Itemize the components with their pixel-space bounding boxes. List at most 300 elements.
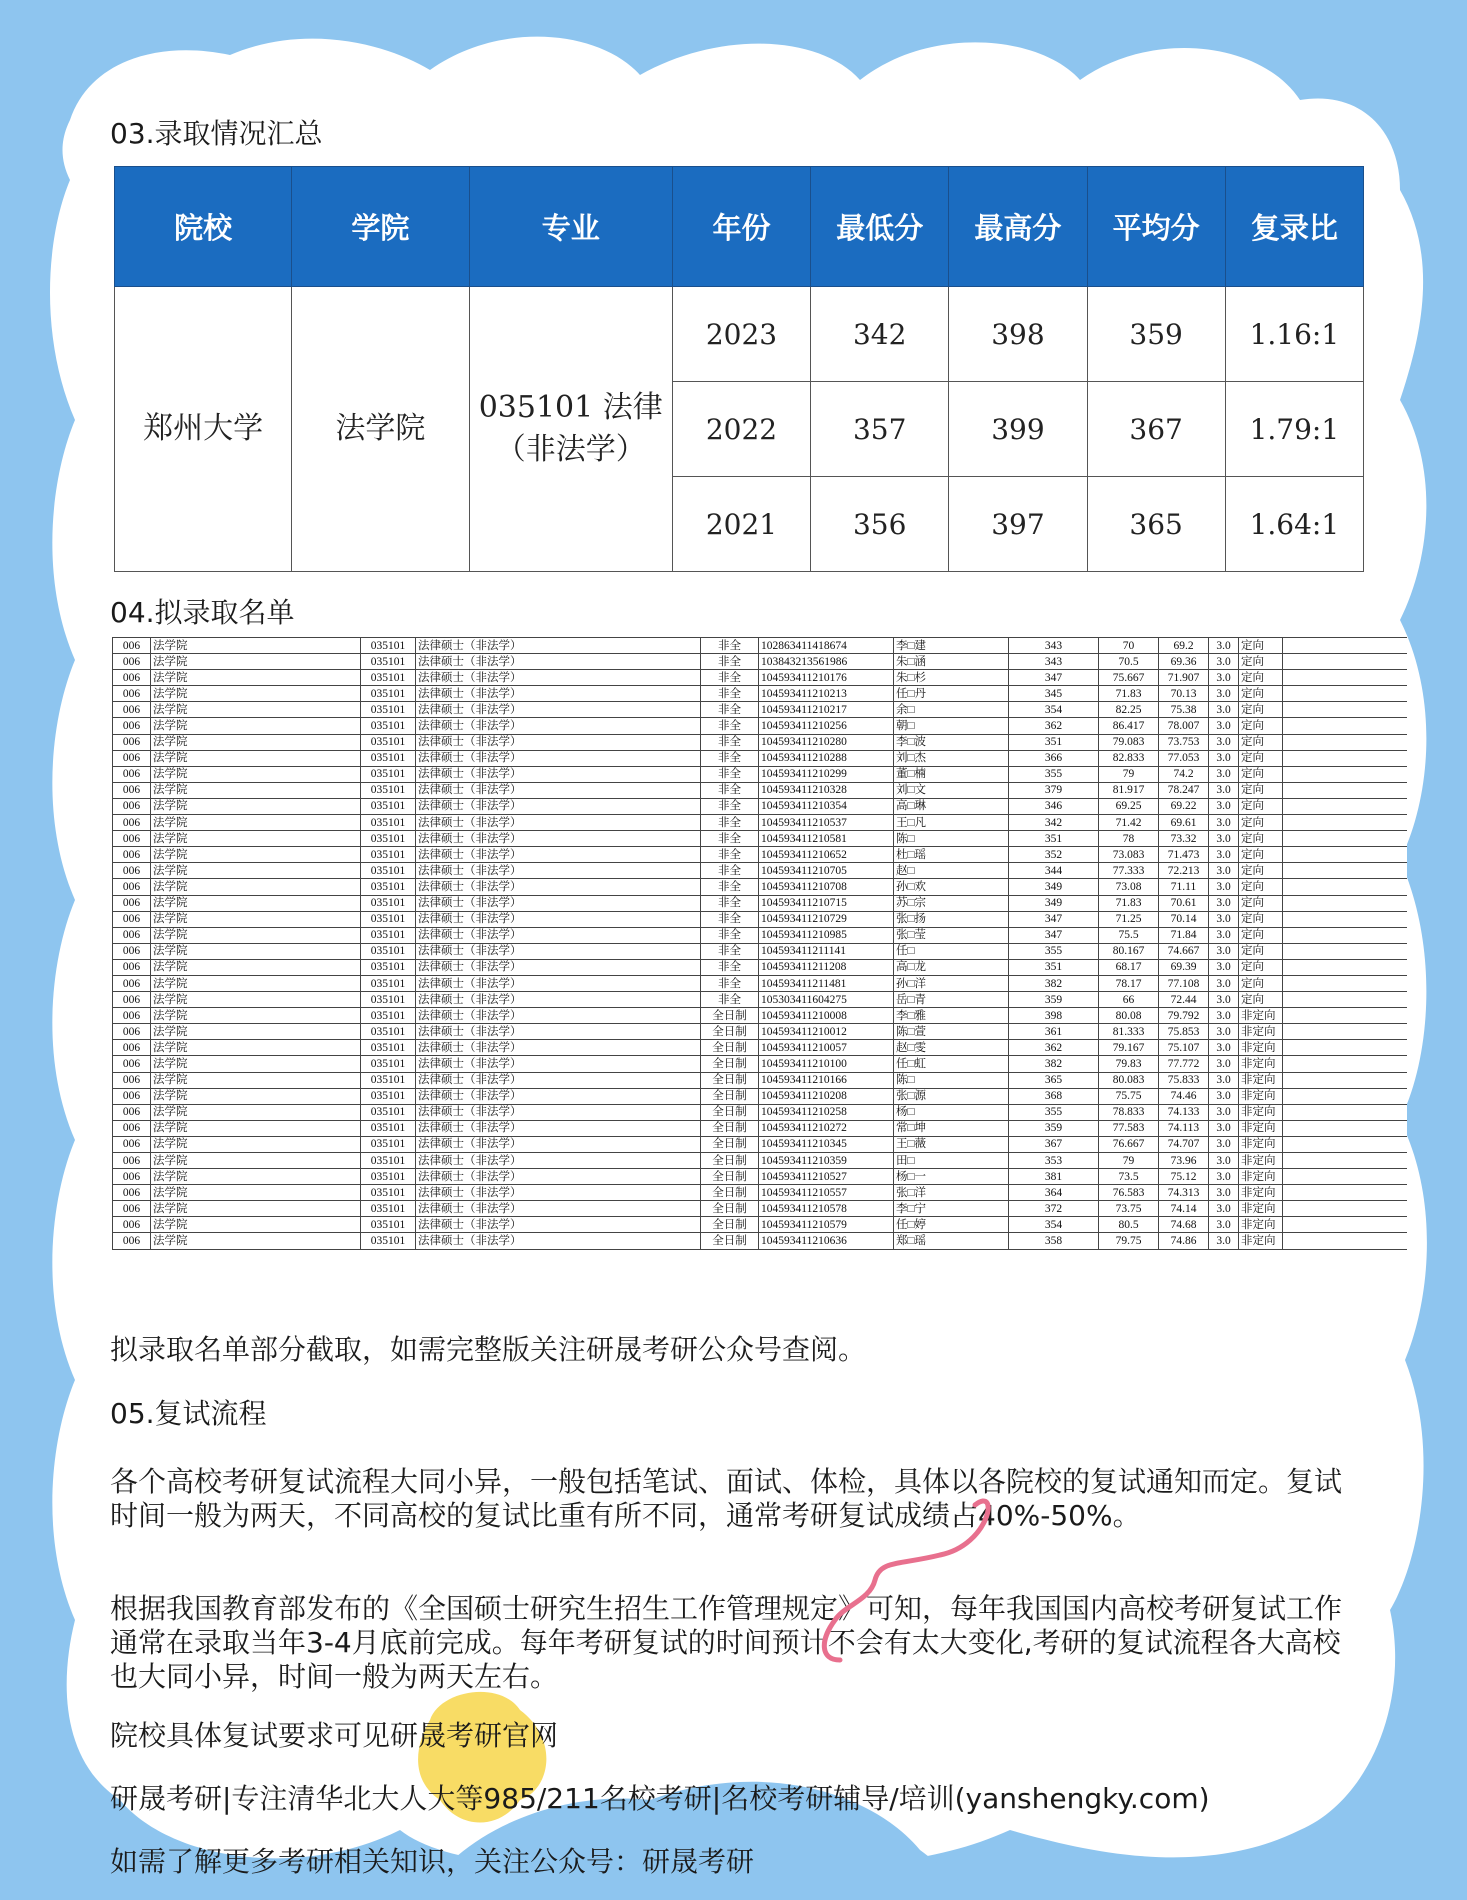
list-cell: 80.5 — [1099, 1217, 1159, 1233]
list-cell: 非定向 — [1239, 1169, 1283, 1185]
list-cell: 035101 — [361, 863, 416, 879]
list-cell: 73.753 — [1159, 734, 1209, 750]
process-paragraph-1: 各个高校考研复试流程大同小异，一般包括笔试、面试、体检，具体以各院校的复试通知而定。复试时间一般为两天，不同高校的复试比重有所不同，通常考研复试成绩占40%-50%。 — [110, 1465, 1343, 1532]
process-paragraph-2: 根据我国教育部发布的《全国硕士研究生招生工作管理规定》可知，每年我国国内高校考研复试工作通常在录取当年3-4月底前完成。每年考研复试的时间预计不会有太大变化,考研的复试流程各大高校也大同小异，时间一般为两天左右。 — [110, 1592, 1343, 1693]
list-cell: 法律硕士（非法学） — [416, 782, 701, 798]
list-cell: 006 — [113, 1120, 151, 1136]
list-row — [113, 766, 1408, 782]
list-cell: 定向 — [1239, 975, 1283, 991]
list-cell: 035101 — [361, 975, 416, 991]
list-cell: 006 — [113, 1233, 151, 1249]
list-cell: 3.0 — [1209, 670, 1239, 686]
list-cell: 3.0 — [1209, 1104, 1239, 1120]
list-cell: 法律硕士（非法学） — [416, 670, 701, 686]
list-cell: 全日制 — [701, 1088, 759, 1104]
list-cell: 法学院 — [151, 1040, 361, 1056]
list-cell: 035101 — [361, 1104, 416, 1120]
list-cell: 362 — [1009, 718, 1099, 734]
list-cell: 71.42 — [1099, 815, 1159, 831]
list-cell: 法律硕士（非法学） — [416, 831, 701, 847]
list-cell: 104593411210985 — [759, 927, 894, 943]
list-cell: 王□凡 — [894, 815, 1009, 831]
list-cell: 77.333 — [1099, 863, 1159, 879]
list-row — [113, 895, 1408, 911]
list-cell: 李□建 — [894, 638, 1009, 654]
list-row — [113, 702, 1408, 718]
list-cell: 3.0 — [1209, 686, 1239, 702]
list-cell: 法学院 — [151, 798, 361, 814]
list-empty-cell — [1283, 1233, 1408, 1249]
list-cell: 80.08 — [1099, 1008, 1159, 1024]
list-cell: 006 — [113, 879, 151, 895]
list-cell: 非全 — [701, 863, 759, 879]
list-cell: 法学院 — [151, 927, 361, 943]
list-cell: 非全 — [701, 815, 759, 831]
list-cell: 非定向 — [1239, 1072, 1283, 1088]
list-empty-cell — [1283, 702, 1408, 718]
list-cell: 非全 — [701, 895, 759, 911]
list-cell: 法学院 — [151, 992, 361, 1008]
list-cell: 定向 — [1239, 863, 1283, 879]
list-cell: 法学院 — [151, 959, 361, 975]
list-cell: 351 — [1009, 831, 1099, 847]
list-cell: 006 — [113, 927, 151, 943]
list-cell: 法律硕士（非法学） — [416, 815, 701, 831]
list-cell: 3.0 — [1209, 959, 1239, 975]
list-row — [113, 1072, 1408, 1088]
list-empty-cell — [1283, 815, 1408, 831]
list-cell: 3.0 — [1209, 1008, 1239, 1024]
list-cell: 035101 — [361, 686, 416, 702]
list-empty-cell — [1283, 975, 1408, 991]
list-row — [113, 1008, 1408, 1024]
list-cell: 75.5 — [1099, 927, 1159, 943]
avg-score-cell: 367 — [1087, 382, 1225, 477]
list-cell: 71.907 — [1159, 670, 1209, 686]
list-row — [113, 1217, 1408, 1233]
list-cell: 74.113 — [1159, 1120, 1209, 1136]
list-cell: 71.11 — [1159, 879, 1209, 895]
list-cell: 法律硕士（非法学） — [416, 1024, 701, 1040]
list-cell: 法律硕士（非法学） — [416, 959, 701, 975]
list-cell: 法学院 — [151, 1120, 361, 1136]
list-cell: 035101 — [361, 815, 416, 831]
list-empty-cell — [1283, 1153, 1408, 1169]
list-cell: 法律硕士（非法学） — [416, 734, 701, 750]
list-empty-cell — [1283, 1201, 1408, 1217]
list-cell: 朱□杉 — [894, 670, 1009, 686]
list-row — [113, 1088, 1408, 1104]
list-cell: 定向 — [1239, 638, 1283, 654]
list-cell: 刘□杰 — [894, 750, 1009, 766]
year-cell: 2023 — [672, 287, 810, 382]
list-cell: 3.0 — [1209, 750, 1239, 766]
list-cell: 349 — [1009, 895, 1099, 911]
list-cell: 全日制 — [701, 1169, 759, 1185]
list-cell: 非定向 — [1239, 1217, 1283, 1233]
list-cell: 006 — [113, 1153, 151, 1169]
section-03-title: 03.录取情况汇总 — [110, 117, 323, 150]
list-row — [113, 879, 1408, 895]
year-cell: 2021 — [672, 477, 810, 572]
list-cell: 任□ — [894, 943, 1009, 959]
list-cell: 非全 — [701, 927, 759, 943]
list-cell: 104593411210258 — [759, 1104, 894, 1120]
list-cell: 79.75 — [1099, 1233, 1159, 1249]
list-cell: 372 — [1009, 1201, 1099, 1217]
avg-score-cell: 365 — [1087, 477, 1225, 572]
list-cell: 035101 — [361, 1008, 416, 1024]
list-cell: 69.22 — [1159, 798, 1209, 814]
list-cell: 75.75 — [1099, 1088, 1159, 1104]
list-cell: 全日制 — [701, 1136, 759, 1152]
list-cell: 82.833 — [1099, 750, 1159, 766]
list-empty-cell — [1283, 927, 1408, 943]
list-cell: 非全 — [701, 702, 759, 718]
list-cell: 104593411210708 — [759, 879, 894, 895]
admission-summary-table — [114, 166, 1364, 572]
list-cell: 74.313 — [1159, 1185, 1209, 1201]
list-cell: 非定向 — [1239, 1120, 1283, 1136]
list-cell: 006 — [113, 1072, 151, 1088]
list-cell: 法学院 — [151, 750, 361, 766]
list-cell: 定向 — [1239, 847, 1283, 863]
list-row — [113, 1201, 1408, 1217]
list-cell: 73.083 — [1099, 847, 1159, 863]
list-cell: 全日制 — [701, 1233, 759, 1249]
list-row — [113, 734, 1408, 750]
list-cell: 法律硕士（非法学） — [416, 1008, 701, 1024]
list-row — [113, 654, 1408, 670]
list-cell: 定向 — [1239, 798, 1283, 814]
official-site-line: 院校具体复试要求可见研晟考研官网 — [110, 1719, 559, 1752]
list-cell: 高□琳 — [894, 798, 1009, 814]
list-cell: 3.0 — [1209, 1056, 1239, 1072]
list-cell: 法律硕士（非法学） — [416, 975, 701, 991]
list-cell: 70.5 — [1099, 654, 1159, 670]
list-cell: 李□宁 — [894, 1201, 1009, 1217]
list-cell: 3.0 — [1209, 1136, 1239, 1152]
list-cell: 法律硕士（非法学） — [416, 1153, 701, 1169]
list-cell: 陈□ — [894, 831, 1009, 847]
list-cell: 70 — [1099, 638, 1159, 654]
section-04-title: 04.拟录取名单 — [110, 596, 295, 629]
list-cell: 全日制 — [701, 1201, 759, 1217]
list-cell: 法学院 — [151, 718, 361, 734]
list-cell: 035101 — [361, 1185, 416, 1201]
list-cell: 347 — [1009, 911, 1099, 927]
list-empty-cell — [1283, 766, 1408, 782]
list-cell: 006 — [113, 831, 151, 847]
header-school: 院校 — [115, 167, 292, 287]
list-cell: 104593411210299 — [759, 766, 894, 782]
list-cell: 全日制 — [701, 1120, 759, 1136]
list-cell: 法学院 — [151, 1088, 361, 1104]
list-cell: 全日制 — [701, 1104, 759, 1120]
list-cell: 035101 — [361, 702, 416, 718]
list-cell: 035101 — [361, 959, 416, 975]
list-cell: 035101 — [361, 798, 416, 814]
list-cell: 朝□ — [894, 718, 1009, 734]
list-cell: 035101 — [361, 992, 416, 1008]
list-row — [113, 1136, 1408, 1152]
list-cell: 朱□涵 — [894, 654, 1009, 670]
list-empty-cell — [1283, 782, 1408, 798]
list-row — [113, 1185, 1408, 1201]
list-cell: 法学院 — [151, 686, 361, 702]
list-cell: 104593411210256 — [759, 718, 894, 734]
list-cell: 006 — [113, 670, 151, 686]
list-cell: 75.853 — [1159, 1024, 1209, 1040]
list-cell: 3.0 — [1209, 831, 1239, 847]
list-cell: 法律硕士（非法学） — [416, 750, 701, 766]
list-cell: 非定向 — [1239, 1233, 1283, 1249]
list-cell: 86.417 — [1099, 718, 1159, 734]
list-cell: 359 — [1009, 992, 1099, 1008]
summary-header-row — [115, 167, 1364, 287]
list-cell: 102863411418674 — [759, 638, 894, 654]
list-cell: 104593411210579 — [759, 1217, 894, 1233]
list-cell: 非全 — [701, 766, 759, 782]
list-cell: 104593411210705 — [759, 863, 894, 879]
list-cell: 全日制 — [701, 1040, 759, 1056]
list-cell: 定向 — [1239, 992, 1283, 1008]
list-cell: 104593411210012 — [759, 1024, 894, 1040]
list-empty-cell — [1283, 1104, 1408, 1120]
list-cell: 362 — [1009, 1040, 1099, 1056]
list-cell: 006 — [113, 895, 151, 911]
list-cell: 定向 — [1239, 702, 1283, 718]
list-cell: 105303411604275 — [759, 992, 894, 1008]
list-empty-cell — [1283, 1169, 1408, 1185]
list-cell: 定向 — [1239, 831, 1283, 847]
list-cell: 76.667 — [1099, 1136, 1159, 1152]
list-cell: 355 — [1009, 766, 1099, 782]
list-cell: 定向 — [1239, 911, 1283, 927]
list-cell: 非定向 — [1239, 1185, 1283, 1201]
list-cell: 78.007 — [1159, 718, 1209, 734]
list-cell: 李□雅 — [894, 1008, 1009, 1024]
list-cell: 80.167 — [1099, 943, 1159, 959]
list-row — [113, 911, 1408, 927]
list-cell: 006 — [113, 1008, 151, 1024]
list-cell: 法学院 — [151, 702, 361, 718]
list-cell: 常□坤 — [894, 1120, 1009, 1136]
list-cell: 104593411210354 — [759, 798, 894, 814]
list-cell: 104593411210729 — [759, 911, 894, 927]
list-cell: 3.0 — [1209, 1217, 1239, 1233]
list-cell: 82.25 — [1099, 702, 1159, 718]
list-cell: 法律硕士（非法学） — [416, 911, 701, 927]
ratio-cell: 1.79:1 — [1225, 382, 1363, 477]
list-cell: 法律硕士（非法学） — [416, 718, 701, 734]
list-cell: 定向 — [1239, 734, 1283, 750]
list-cell: 69.2 — [1159, 638, 1209, 654]
list-cell: 法学院 — [151, 654, 361, 670]
list-cell: 69.61 — [1159, 815, 1209, 831]
ratio-cell: 1.16:1 — [1225, 287, 1363, 382]
list-cell: 3.0 — [1209, 975, 1239, 991]
list-cell: 法律硕士（非法学） — [416, 879, 701, 895]
list-cell: 035101 — [361, 1040, 416, 1056]
list-cell: 法律硕士（非法学） — [416, 1169, 701, 1185]
min-score-cell: 342 — [811, 287, 949, 382]
list-cell: 355 — [1009, 1104, 1099, 1120]
list-cell: 035101 — [361, 911, 416, 927]
list-row — [113, 831, 1408, 847]
list-empty-cell — [1283, 895, 1408, 911]
list-cell: 陈□萱 — [894, 1024, 1009, 1040]
list-cell: 法律硕士（非法学） — [416, 1088, 701, 1104]
list-cell: 035101 — [361, 879, 416, 895]
list-cell: 75.833 — [1159, 1072, 1209, 1088]
list-empty-cell — [1283, 654, 1408, 670]
list-cell: 006 — [113, 766, 151, 782]
list-cell: 全日制 — [701, 1008, 759, 1024]
list-empty-cell — [1283, 1136, 1408, 1152]
list-cell: 3.0 — [1209, 943, 1239, 959]
list-cell: 非全 — [701, 992, 759, 1008]
list-cell: 3.0 — [1209, 895, 1239, 911]
list-cell: 006 — [113, 1185, 151, 1201]
list-cell: 349 — [1009, 879, 1099, 895]
list-cell: 陈□ — [894, 1072, 1009, 1088]
list-cell: 80.083 — [1099, 1072, 1159, 1088]
list-cell: 法学院 — [151, 863, 361, 879]
list-cell: 006 — [113, 1040, 151, 1056]
list-cell: 71.84 — [1159, 927, 1209, 943]
list-cell: 非全 — [701, 911, 759, 927]
list-cell: 104593411210288 — [759, 750, 894, 766]
list-row — [113, 927, 1408, 943]
list-cell: 345 — [1009, 686, 1099, 702]
list-cell: 定向 — [1239, 895, 1283, 911]
list-cell: 非全 — [701, 718, 759, 734]
list-cell: 104593411210208 — [759, 1088, 894, 1104]
list-row — [113, 782, 1408, 798]
list-cell: 3.0 — [1209, 911, 1239, 927]
list-empty-cell — [1283, 1024, 1408, 1040]
list-cell: 66 — [1099, 992, 1159, 1008]
list-cell: 381 — [1009, 1169, 1099, 1185]
list-cell: 非全 — [701, 831, 759, 847]
list-cell: 104593411210715 — [759, 895, 894, 911]
list-cell: 张□扬 — [894, 911, 1009, 927]
list-cell: 法学院 — [151, 1233, 361, 1249]
list-cell: 79.167 — [1099, 1040, 1159, 1056]
list-cell: 006 — [113, 782, 151, 798]
list-cell: 岳□青 — [894, 992, 1009, 1008]
list-cell: 035101 — [361, 895, 416, 911]
list-cell: 346 — [1009, 798, 1099, 814]
list-cell: 法律硕士（非法学） — [416, 1056, 701, 1072]
max-score-cell: 398 — [949, 287, 1087, 382]
list-cell: 104593411210272 — [759, 1120, 894, 1136]
header-year: 年份 — [672, 167, 810, 287]
list-cell: 77.583 — [1099, 1120, 1159, 1136]
list-row — [113, 686, 1408, 702]
list-cell: 035101 — [361, 1169, 416, 1185]
list-row — [113, 992, 1408, 1008]
list-cell: 法律硕士（非法学） — [416, 638, 701, 654]
list-cell: 343 — [1009, 638, 1099, 654]
header-ratio: 复录比 — [1225, 167, 1363, 287]
list-cell: 035101 — [361, 927, 416, 943]
list-cell: 70.13 — [1159, 686, 1209, 702]
list-cell: 006 — [113, 1169, 151, 1185]
list-empty-cell — [1283, 718, 1408, 734]
list-cell: 035101 — [361, 750, 416, 766]
list-cell: 非定向 — [1239, 1008, 1283, 1024]
list-cell: 法律硕士（非法学） — [416, 943, 701, 959]
list-cell: 006 — [113, 798, 151, 814]
ratio-cell: 1.64:1 — [1225, 477, 1363, 572]
list-cell: 74.133 — [1159, 1104, 1209, 1120]
admission-list-table — [112, 637, 1407, 1250]
list-empty-cell — [1283, 847, 1408, 863]
list-cell: 104593411210217 — [759, 702, 894, 718]
header-min-score: 最低分 — [811, 167, 949, 287]
major-type: （非法学） — [495, 432, 646, 467]
list-cell: 法学院 — [151, 1153, 361, 1169]
avg-score-cell: 359 — [1087, 287, 1225, 382]
list-cell: 定向 — [1239, 782, 1283, 798]
list-cell: 非全 — [701, 782, 759, 798]
list-cell: 法律硕士（非法学） — [416, 1185, 701, 1201]
list-cell: 358 — [1009, 1233, 1099, 1249]
list-cell: 035101 — [361, 1072, 416, 1088]
list-cell: 035101 — [361, 1056, 416, 1072]
list-row — [113, 1153, 1408, 1169]
brand-link-line[interactable]: 研晟考研|专注清华北大人大等985/211名校考研|名校考研辅导/培训(yanshengky.com) — [110, 1782, 1210, 1815]
list-cell: 75.667 — [1099, 670, 1159, 686]
list-cell: 3.0 — [1209, 734, 1239, 750]
section-05-title: 05.复试流程 — [110, 1397, 267, 1430]
list-cell: 035101 — [361, 1136, 416, 1152]
list-cell: 79.083 — [1099, 734, 1159, 750]
list-cell: 田□ — [894, 1153, 1009, 1169]
list-cell: 104593411210345 — [759, 1136, 894, 1152]
list-cell: 法律硕士（非法学） — [416, 1072, 701, 1088]
list-cell: 法律硕士（非法学） — [416, 927, 701, 943]
list-empty-cell — [1283, 831, 1408, 847]
list-cell: 法律硕士（非法学） — [416, 863, 701, 879]
list-cell: 77.108 — [1159, 975, 1209, 991]
list-cell: 006 — [113, 863, 151, 879]
list-cell: 104593411210359 — [759, 1153, 894, 1169]
list-cell: 法学院 — [151, 1072, 361, 1088]
list-empty-cell — [1283, 863, 1408, 879]
list-empty-cell — [1283, 1008, 1408, 1024]
list-cell: 任□虹 — [894, 1056, 1009, 1072]
list-cell: 035101 — [361, 718, 416, 734]
list-cell: 郑□瑶 — [894, 1233, 1009, 1249]
list-cell: 354 — [1009, 702, 1099, 718]
list-cell: 定向 — [1239, 750, 1283, 766]
list-cell: 定向 — [1239, 927, 1283, 943]
list-cell: 104593411210057 — [759, 1040, 894, 1056]
list-cell: 定向 — [1239, 815, 1283, 831]
list-empty-cell — [1283, 798, 1408, 814]
list-cell: 398 — [1009, 1008, 1099, 1024]
list-cell: 法学院 — [151, 734, 361, 750]
list-cell: 3.0 — [1209, 863, 1239, 879]
list-cell: 006 — [113, 1217, 151, 1233]
list-cell: 035101 — [361, 734, 416, 750]
list-cell: 法学院 — [151, 638, 361, 654]
list-cell: 非全 — [701, 638, 759, 654]
list-cell: 法学院 — [151, 911, 361, 927]
